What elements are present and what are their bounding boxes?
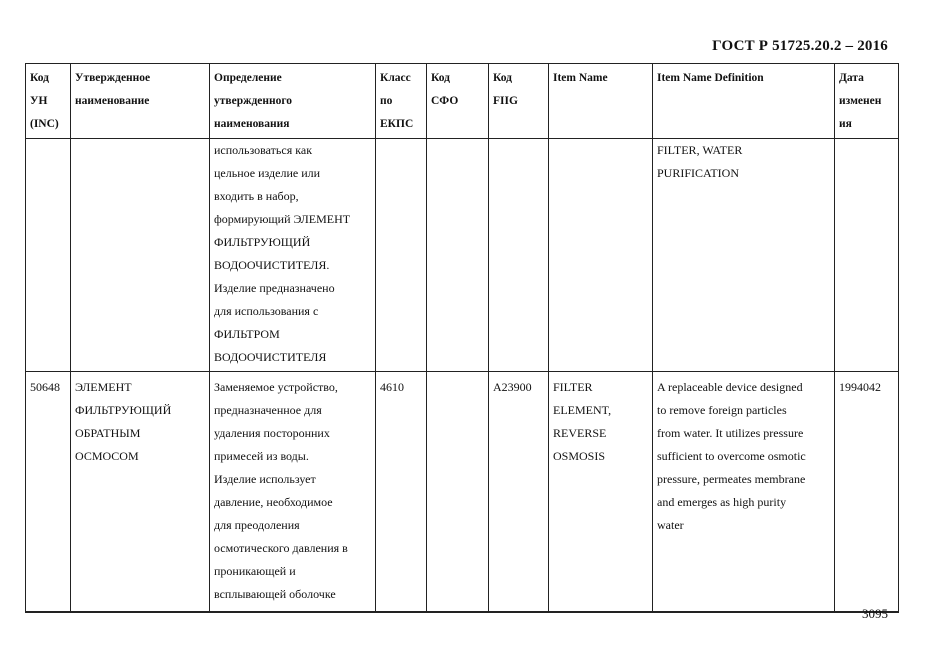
page-number: 3095	[862, 606, 888, 621]
cell-sfo-code	[427, 372, 489, 613]
cell-item-name: FILTER ELEMENT, REVERSE OSMOSIS	[549, 372, 653, 613]
cell-item-name-definition: A replaceable device designed to remove foreign particles from water. It utilizes pressure sufficient to overcome osmotic pressure, permeates membrane and emerges as high purity water	[653, 372, 835, 613]
cell-ekps-class: 4610	[376, 372, 427, 613]
table-row	[26, 139, 899, 372]
cell-item-name-definition: FILTER, WATER PURIFICATION	[653, 139, 835, 372]
header-fiig-code: Код FIIG	[489, 64, 549, 139]
document-standard-header: ГОСТ Р 51725.20.2 – 2016	[712, 38, 888, 54]
header-change-date: Дата изменен ия	[835, 64, 899, 139]
cell-approved-name: ЭЛЕМЕНТ ФИЛЬТРУЮЩИЙ ОБРАТНЫМ ОСМОСОМ	[71, 372, 210, 613]
cell-definition: использоваться как цельное изделие или входить в набор, формирующий ЭЛЕМЕНТ ФИЛЬТРУЮЩИЙ ВОДООЧИСТИТЕЛЯ. Изделие предназначено для использования с ФИЛЬТРОМ ВОДООЧИСТИТЕЛЯ	[210, 139, 376, 372]
table-row	[26, 372, 899, 613]
catalog-table	[25, 63, 899, 613]
header-item-name-definition: Item Name Definition	[653, 64, 835, 139]
cell-inc: 50648	[26, 372, 71, 613]
cell-change-date	[835, 139, 899, 372]
cell-approved-name	[71, 139, 210, 372]
header-inc-code: Код УН (INC)	[26, 64, 71, 139]
cell-fiig-code	[489, 139, 549, 372]
header-sfo-code: Код СФО	[427, 64, 489, 139]
table-header-row	[26, 64, 899, 139]
header-item-name: Item Name	[549, 64, 653, 139]
cell-ekps-class	[376, 139, 427, 372]
cell-fiig-code: A23900	[489, 372, 549, 613]
cell-item-name	[549, 139, 653, 372]
cell-definition: Заменяемое устройство, предназначенное для удаления посторонних примесей из воды. Изделие использует давление, необходимое для преодоления осмотического давления в проникающей и всплывающей оболочке	[210, 372, 376, 613]
header-ekps-class: Класс по ЕКПС	[376, 64, 427, 139]
header-definition: Определение утвержденного наименования	[210, 64, 376, 139]
cell-change-date: 1994042	[835, 372, 899, 613]
cell-inc	[26, 139, 71, 372]
cell-sfo-code	[427, 139, 489, 372]
header-approved-name: Утвержденное наименование	[71, 64, 210, 139]
